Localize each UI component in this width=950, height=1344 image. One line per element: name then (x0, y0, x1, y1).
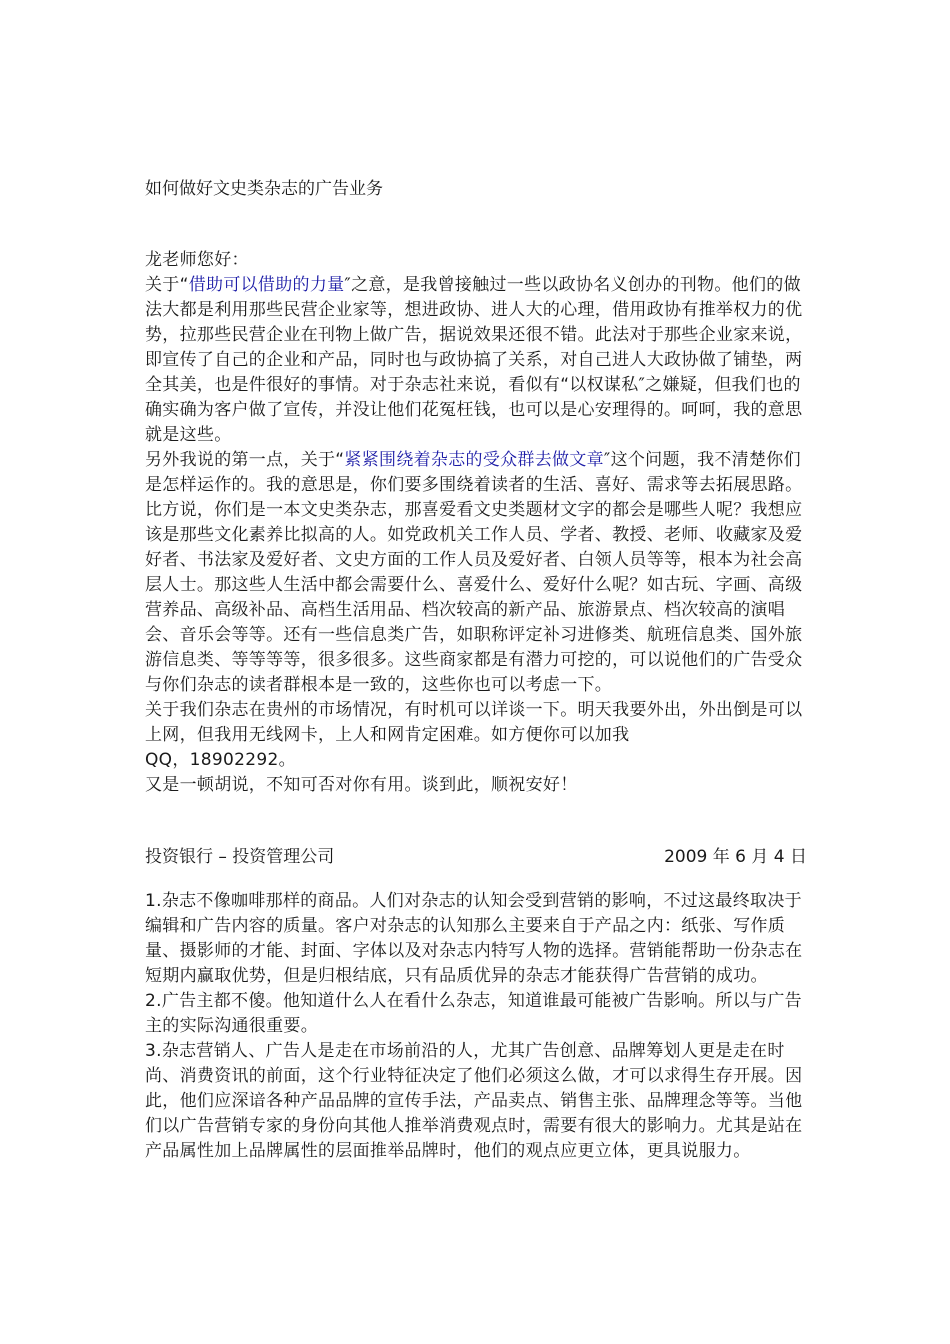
paragraph-2-text: ″这个问题，我不清楚你们是怎样运作的。我的意思是，你们要多围绕着读者的生活、喜好、需求等去拓展思路。比方说，你们是一本文史类杂志，那喜爱看文史类题材文字的都会是哪些人呢？我想应该是那些文化素养比拟高的人。如党政机关工作人员、学者、教授、老师、收藏家及爱好者、书法家及爱好者、文史方面的工作人员及爱好者、白领人员等等，根本为社会高层人士。那这些人生活中都会需要什么、喜爱什么、爱好什么呢？如古玩、字画、高级营养品、高级补品、高档生活用品、档次较高的新产品、旅游景点、档次较高的演唱会、音乐会等等。还有一些信息类广告，如职称评定补习进修类、航班信息类、国外旅游信息类、等等等等，很多很多。这些商家都是有潜力可挖的，可以说他们的广告受众与你们杂志的读者群根本是一致的，这些你也可以考虑一下。 (145, 450, 803, 695)
highlight-phrase-1: 借助可以借助的力量 (188, 275, 345, 295)
article-point-2: 2.广告主都不傻。他知道什么人在看什么杂志，知道谁最可能被广告影响。所以与广告主的实际沟通很重要。 (145, 991, 802, 1036)
article-body (145, 889, 807, 1164)
paragraph-2-intro: 另外我说的第一点，关于“ (145, 450, 345, 470)
letter-paragraph-1 (145, 273, 807, 448)
page-title: 如何做好文史类杂志的广告业务 (145, 179, 383, 199)
paragraph-1-text: ″之意，是我曾接触过一些以政协名义创办的刊物。他们的做法大都是利用那些民营企业家等，想进政协、进人大的心理，借用政协有推举权力的优势，拉那些民营企业在刊物上做广告，据说效果还很不错。此法对于那些企业家来说，即宣传了自己的企业和产品，同时也与政协搞了关系，对自己进人大政协做了铺垫，两全其美，也是件很好的事情。对于杂志社来说，看似有“以权谋私″之嫌疑，但我们也的确实确为客户做了宣传，并没让他们花冤枉钱，也可以是心安理得的。呵呵，我的意思就是这些。 (145, 275, 803, 445)
article-point-3: 3.杂志营销人、广告人是走在市场前沿的人，尤其广告创意、品牌筹划人更是走在时尚、消费资讯的前面，这个行业特征决定了他们必须这么做，才可以求得生存开展。因此，他们应深谙各种产品品牌的宣传手法，产品卖点、销售主张、品牌理念等等。当他们以广告营销专家的身份向其他人推举消费观点时，需要有很大的影响力。尤其是站在产品属性加上品牌属性的层面推举品牌时，他们的观点应更立体，更具说服力。 (145, 1041, 803, 1161)
letter-greeting: 龙老师您好： (145, 250, 249, 270)
letter-paragraph-3: 关于我们杂志在贵州的市场情况，有时机可以详谈一下。明天我要外出，外出倒是可以上网，但我用无线网卡，上人和网肯定困难。如方便你可以加我 (145, 700, 803, 745)
highlight-phrase-2: 紧紧围绕着杂志的受众群去做文章 (344, 450, 604, 470)
quote-open: 关于“ (145, 275, 189, 295)
letter-paragraph-2 (145, 448, 807, 698)
letter-contact: QQ，18902292。 (145, 750, 296, 770)
letter-closing: 又是一顿胡说，不知可否对你有用。谈到此，顺祝安好！ (145, 775, 578, 795)
section-date: 2009 年 6 月 4 日 (664, 847, 807, 867)
article-point-1: 1.杂志不像咖啡那样的商品。人们对杂志的认知会受到营销的影响，不过这最终取决于编辑和广告内容的质量。客户对杂志的认知那么主要来自于产品之内：纸张、写作质量、摄影师的才能、封面、字体以及对杂志内特写人物的选择。营销能帮助一份杂志在短期内赢取优势，但是归根结底，只有品质优异的杂志才能获得广告营销的成功。 (145, 891, 803, 986)
letter-body (145, 248, 807, 798)
section-source: 投资银行 – 投资管理公司 (145, 847, 335, 867)
section-header (145, 844, 807, 870)
